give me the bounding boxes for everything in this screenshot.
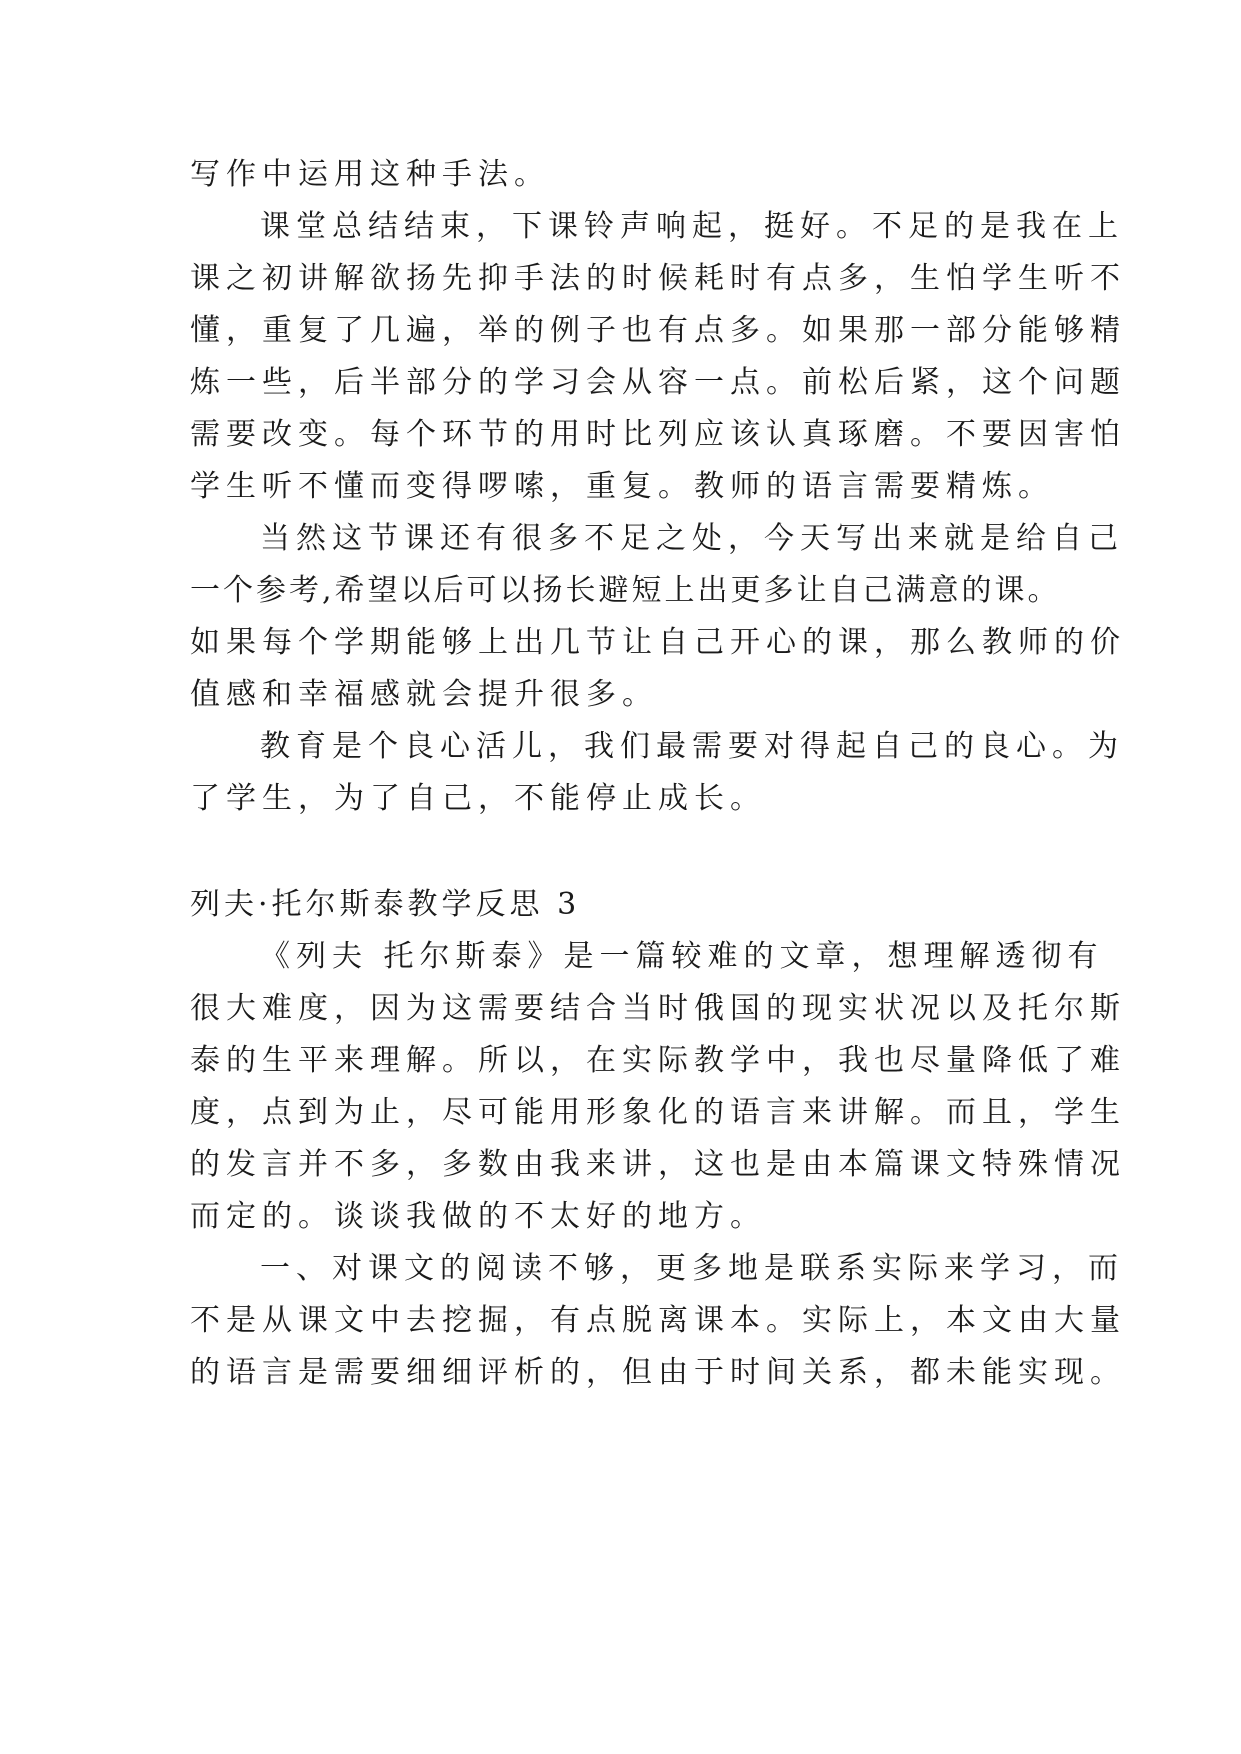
text-line: 需要改变。每个环节的用时比列应该认真琢磨。不要因害怕 — [190, 417, 1126, 452]
text-line: 值感和幸福感就会提升很多。 — [190, 677, 658, 712]
text-line: 的发言并不多，多数由我来讲，这也是由本篇课文特殊情况 — [190, 1147, 1126, 1182]
text-line: 懂，重复了几遍，举的例子也有点多。如果那一部分能够精 — [190, 313, 1126, 348]
text-line: 如果每个学期能够上出几节让自己开心的课，那么教师的价 — [190, 625, 1126, 660]
paragraph-first-line: 一、对课文的阅读不够，更多地是联系实际来学习，而 — [260, 1251, 1124, 1286]
text-line: 泰的生平来理解。所以，在实际教学中，我也尽量降低了难 — [190, 1043, 1126, 1078]
text-line: 而定的。谈谈我做的不太好的地方。 — [190, 1199, 766, 1234]
paragraph-first-line: 教育是个良心活儿，我们最需要对得起自己的良心。为 — [260, 729, 1124, 764]
paragraph-first-line: 当然这节课还有很多不足之处，今天写出来就是给自己 — [260, 521, 1124, 556]
text-line: 了学生，为了自己，不能停止成长。 — [190, 781, 766, 816]
text-line: 学生听不懂而变得啰嗦，重复。教师的语言需要精炼。 — [190, 469, 1054, 504]
section-heading: 列夫·托尔斯泰教学反思 3 — [190, 887, 581, 922]
paragraph-first-line: 《列夫 托尔斯泰》是一篇较难的文章，想理解透彻有 — [260, 939, 1104, 974]
paragraph-first-line: 课堂总结结束，下课铃声响起，挺好。不足的是我在上 — [260, 209, 1124, 244]
text-line: 的语言是需要细细评析的，但由于时间关系，都未能实现。 — [190, 1355, 1126, 1390]
text-line: 不是从课文中去挖掘，有点脱离课本。实际上，本文由大量 — [190, 1303, 1126, 1338]
text-line: 度，点到为止，尽可能用形象化的语言来讲解。而且，学生 — [190, 1095, 1126, 1130]
text-line: 写作中运用这种手法。 — [190, 157, 550, 192]
text-line: 炼一些，后半部分的学习会从容一点。前松后紧，这个问题 — [190, 365, 1126, 400]
text-line: 课之初讲解欲扬先抑手法的时候耗时有点多，生怕学生听不 — [190, 261, 1126, 296]
text-line: 很大难度，因为这需要结合当时俄国的现实状况以及托尔斯 — [190, 991, 1126, 1026]
text-line: 一个参考,希望以后可以扬长避短上出更多让自己满意的课。 — [190, 573, 1061, 608]
